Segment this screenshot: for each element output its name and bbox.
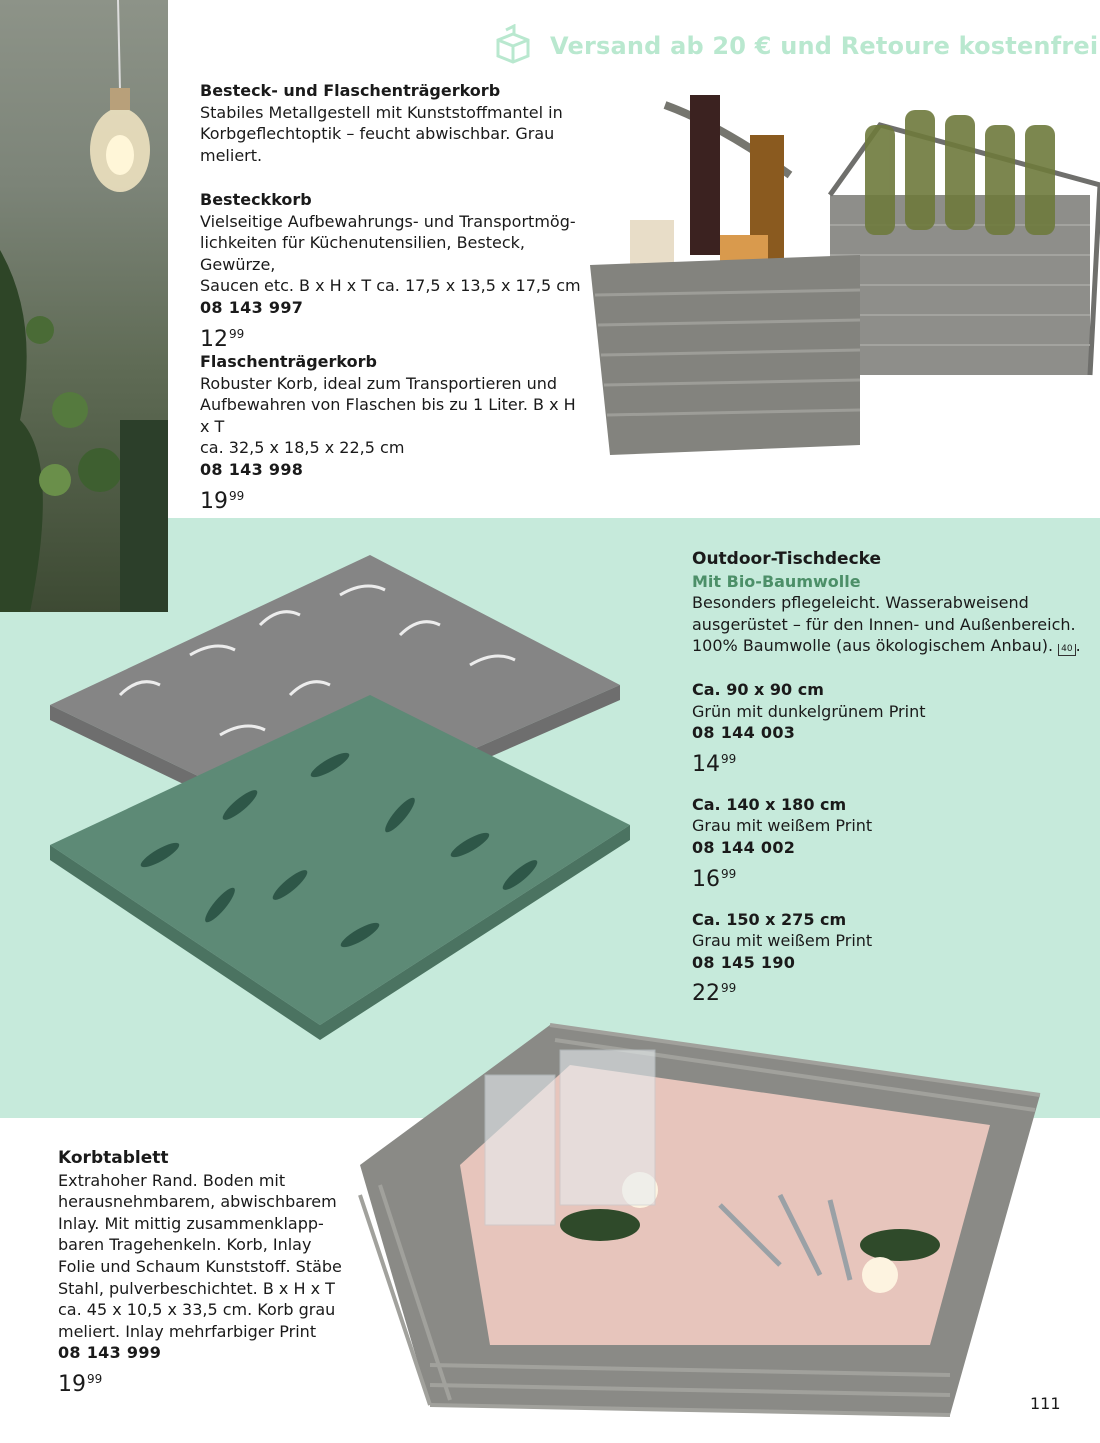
product-desc-line: meliert. [200,145,263,165]
page-number: 111 [1030,1394,1061,1413]
product-desc-line: Vielseitige Aufbewahrungs- und Transportmög- [200,211,576,231]
price-euros: 19 [200,488,228,514]
tischdecke-block [692,549,1092,1009]
product-desc-line: Inlay. Mit mittig zusammenklapp- [58,1213,324,1233]
variant-color: Grün mit dunkelgrünem Print [692,701,926,721]
product-desc-line: Robuster Korb, ideal zum Transportieren und [200,373,558,393]
article-number: 08 145 190 [692,952,796,972]
price-euros: 12 [200,326,228,352]
price [58,1364,348,1400]
bottle-baskets-photo [580,85,1100,470]
article-number: 08 144 003 [692,723,796,743]
price-cents: 99 [721,866,737,881]
product-desc-line: Korbgeflechtoptik – feucht abwischbar. Grau [200,124,555,144]
product-desc-text: 100% Baumwolle (aus ökologischem Anbau). [692,636,1054,656]
product-desc-line: Extrahoher Rand. Boden mit [58,1170,286,1190]
variant-color: Grau mit weißem Print [692,931,873,951]
basket-intro-block [200,80,580,166]
price [692,859,1092,895]
product-desc-line: 100% Baumwolle (aus ökologischem Anbau). 40 . [692,636,1081,656]
price-euros: 19 [58,1371,86,1397]
variant-size: Ca. 90 x 90 cm [692,679,824,699]
product-desc-line: ausgerüstet – für den Innen- und Außenbereich. [692,614,1076,634]
price [200,319,590,355]
price [200,481,590,517]
variant-color: Grau mit weißem Print [692,816,873,836]
price-euros: 14 [692,751,720,777]
price-euros: 22 [692,981,720,1007]
product-desc-line: Saucen etc. B x H x T ca. 17,5 x 13,5 x 17,5 cm [200,276,581,296]
besteckkorb-block [200,189,590,355]
price-cents: 99 [721,751,737,766]
wash-40-icon: 40 [1058,644,1075,656]
product-desc-line: meliert. Inlay mehrfarbiger Print [58,1321,317,1341]
variant-size: Ca. 150 x 275 cm [692,909,847,929]
product-desc-line: herausnehmbarem, abwischbarem [58,1192,337,1212]
product-desc-line: ca. 45 x 10,5 x 33,5 cm. Korb grau [58,1300,336,1320]
price [692,744,1092,780]
product-desc-line: Aufbewahren von Flaschen bis zu 1 Liter. B x H x T [200,395,576,436]
product-title: Besteckkorb [200,190,312,209]
variant-size: Ca. 140 x 180 cm [692,794,847,814]
article-number: 08 144 002 [692,837,796,857]
product-title: Outdoor-Tischdecke [692,549,882,569]
price-cents: 99 [229,488,245,503]
product-desc-line: baren Tragehenkeln. Korb, Inlay [58,1235,312,1255]
shipping-banner-text: Versand ab 20 € und Retoure kostenfrei [550,32,1099,60]
garden-lightbulb-photo [0,0,168,612]
price-cents: 99 [87,1371,103,1386]
price-cents: 99 [721,981,737,996]
price-euros: 16 [692,866,720,892]
article-number: 08 143 999 [58,1343,162,1363]
product-subtitle: Mit Bio-Baumwolle [692,571,861,591]
product-title: Korbtablett [58,1148,169,1168]
product-desc-line: ca. 32,5 x 18,5 x 22,5 cm [200,438,405,458]
price-cents: 99 [229,326,245,341]
product-title: Flaschenträgerkorb [200,352,377,371]
flaschentraeger-block [200,351,590,517]
product-desc-line: Folie und Schaum Kunststoff. Stäbe [58,1256,342,1276]
korbtablett-block [58,1148,348,1400]
article-number: 08 143 998 [200,459,304,479]
price [692,973,1092,1009]
shipping-banner [490,28,1099,64]
article-number: 08 143 997 [200,297,304,317]
product-desc-line: Stahl, pulverbeschichtet. B x H x T [58,1278,335,1298]
shipping-box-icon [490,24,536,68]
product-desc-line: lichkeiten für Küchenutensilien, Besteck, Gewürze, [200,233,525,274]
product-title: Besteck- und Flaschenträgerkorb [200,81,501,100]
product-desc-line: Stabiles Metallgestell mit Kunststoffmantel in [200,102,563,122]
product-desc-line: Besonders pflegeleicht. Wasserabweisend [692,593,1029,613]
tray-basket-photo [340,1015,1060,1435]
tablecloth-photo [40,545,640,1045]
